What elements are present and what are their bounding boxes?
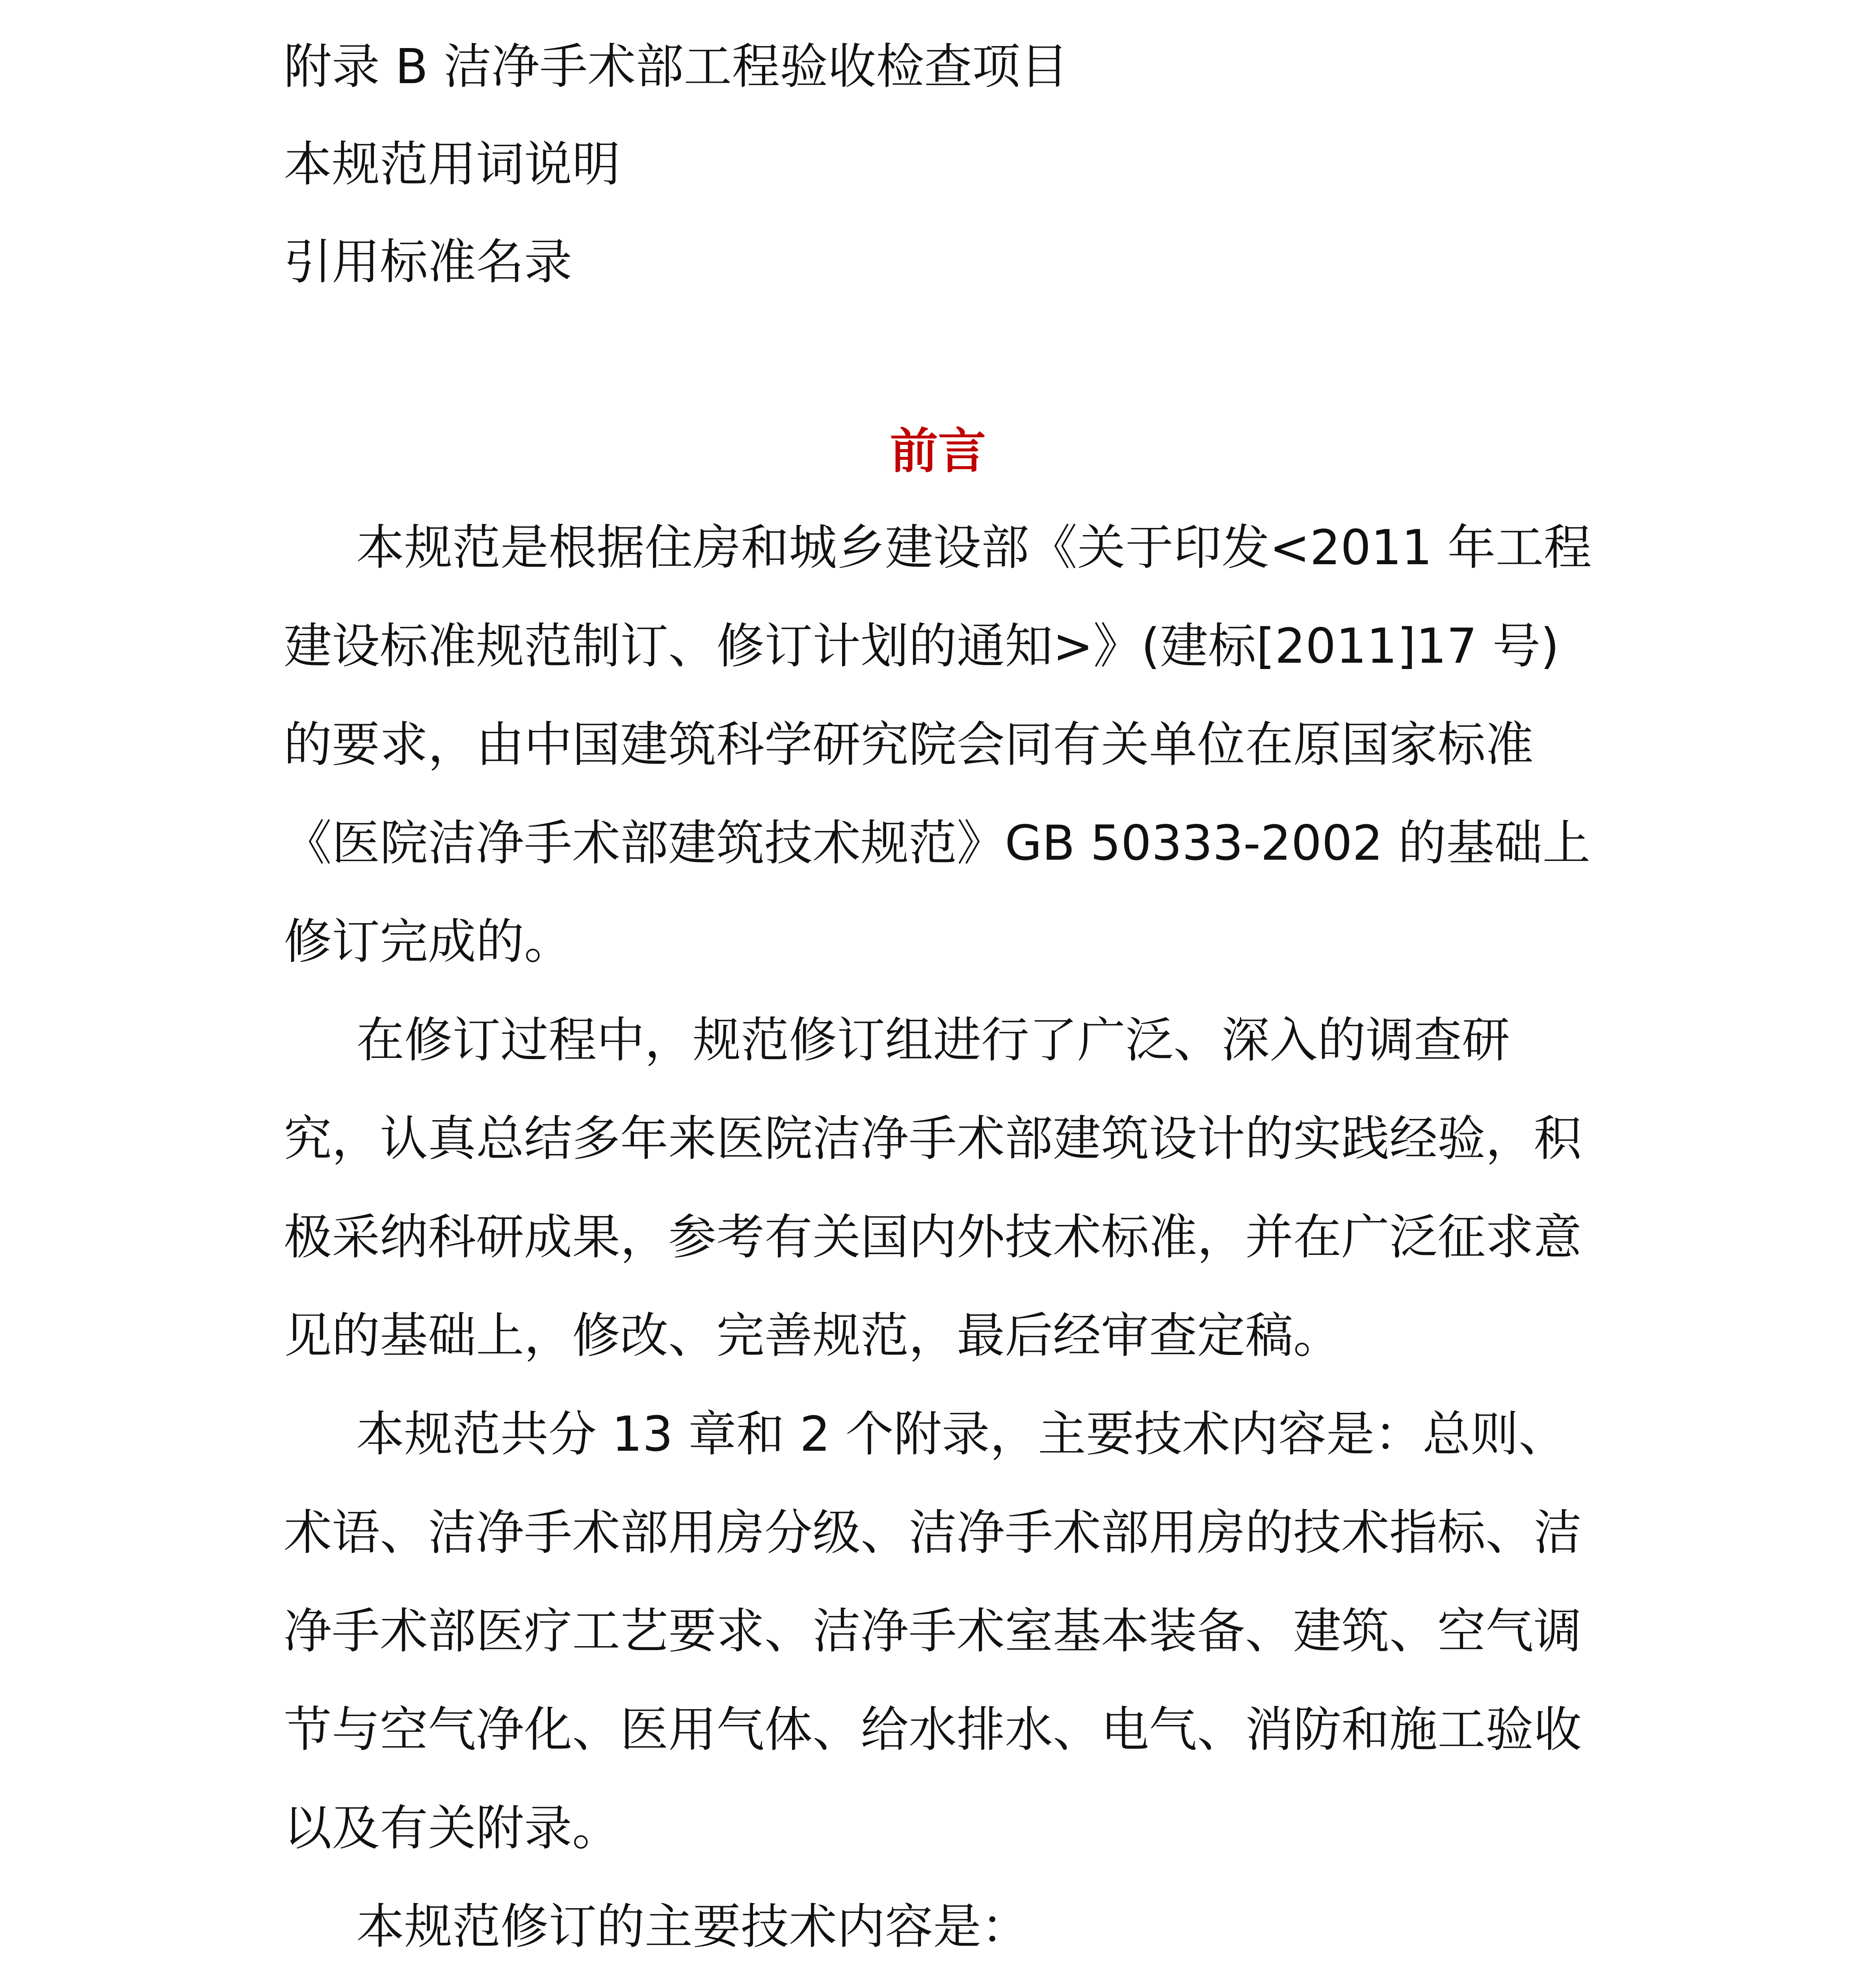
table-of-contents — [284, 18, 1623, 311]
preface-paragraph: 本规范是根据住房和城乡建设部《关于印发<2011 年工程建设标准规范制订、修订计划的通知>》(建标[2011]17 号)的要求，由中国建筑科学研究院会同有关单位在原国家标准《医院洁净手术部建筑技术规范》GB 50333-2002 的基础上修订完成的。 — [284, 520, 1592, 970]
preface-paragraph: 本规范共分 13 章和 2 个附录，主要技术内容是：总则、术语、洁净手术部用房分级、洁净手术部用房的技术指标、洁净手术部医疗工艺要求、洁净手术室基本装备、建筑、空气调节与空气净化、医用气体、给水排水、电气、消防和施工验收以及有关附录。 — [284, 1406, 1582, 1856]
preface-paragraph: 在修订过程中，规范修订组进行了广泛、深入的调查研究，认真总结多年来医院洁净手术部建筑设计的实践经验，积极采纳科研成果，参考有关国内外技术标准，并在广泛征求意见的基础上，修改、完善规范，最后经审查定稿。 — [284, 1012, 1582, 1364]
preface-paragraph: 本规范修订的主要技术内容是： — [356, 1899, 1029, 1955]
toc-item-referenced-standards[interactable]: 引用标准名录 — [284, 234, 572, 290]
preface-body — [284, 498, 1596, 1970]
preface-heading: 前言 — [890, 423, 986, 479]
toc-item-appendix-b[interactable]: 附录 B 洁净手术部工程验收检查项目 — [284, 39, 1069, 95]
toc-item-terms-explanation[interactable]: 本规范用词说明 — [284, 136, 620, 192]
